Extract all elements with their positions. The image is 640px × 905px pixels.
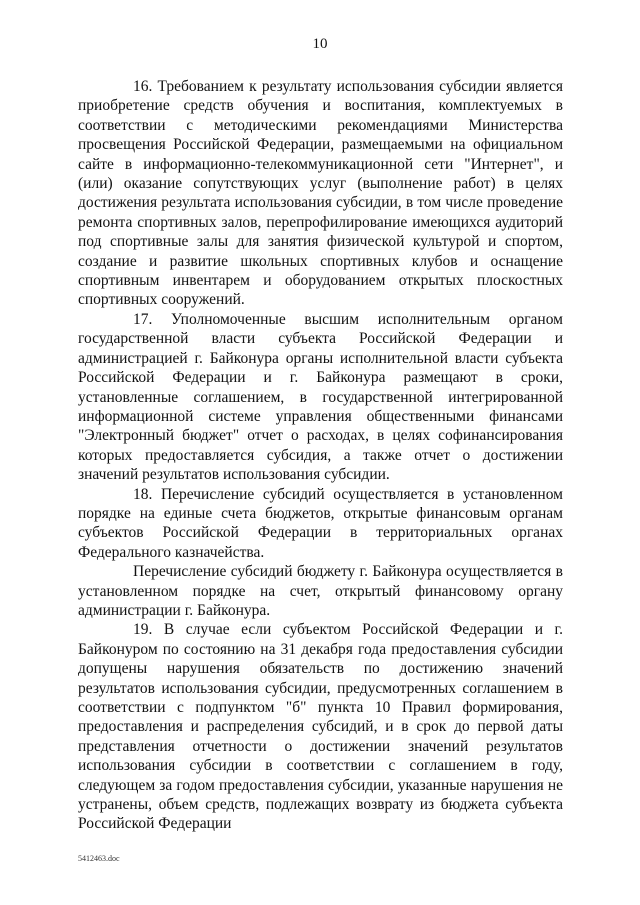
paragraph-18: 18. Перечисление субсидий осуществляется в установленном порядке на единые счета бюджетов, открытые финансовым органам субъектов Российской Федерации в территориальных органах Федерального казначейства. — [78, 485, 563, 561]
paragraph-17: 17. Уполномоченные высшим исполнительным органом государственной власти субъекта Российской Федерации и администрацией г. Байконура органы исполнительной власти субъекта Российской Федерации и г. Байконура размещают в сроки, установленные соглашением, в государственной интегрированной информационной системе управления общественными финансами "Электронный бюджет" отчет о расходах, в целях софинансирования которых предоставляется субсидия, а также отчет о достижении значений результатов использования субсидии. — [78, 310, 563, 484]
page-number: 10 — [312, 36, 328, 52]
paragraph-16: 16. Требованием к результату использования субсидии является приобретение средств обучения и воспитания, комплектуемых в соответствии с методическими рекомендациями Министерства просвещения Российской Федерации, размещаемыми на официальном сайте в информационно-телекоммуникационной сети "Интернет", и (или) оказание сопутствующих услуг (выполнение работ) в целях достижения результата использования субсидии, в том числе проведение ремонта спортивных залов, перепрофилирование имеющихся аудиторий под спортивные залы для занятия физической культурой и спортом, создание и развитие школьных спортивных клубов и оснащение спортивным инвентарем и оборудованием открытых плоскостных спортивных сооружений. — [78, 78, 563, 309]
paragraph-19: 19. В случае если субъектом Российской Федерации и г. Байконуром по состоянию на 31 декабря года предоставления субсидии допущены нарушения обязательств по достижению значений результатов использования субсидии, предусмотренных соглашением в соответствии с подпунктом "б" пункта 10 Правил формирования, предоставления и распределения субсидий, и в срок до первой даты представления отчетности о достижении значений результатов использования субсидии в соответствии с соглашением в году, следующем за годом предоставления субсидии, указанные нарушения не устранены, объем средств, подлежащих возврату из бюджета субъекта Российской Федерации — [78, 621, 563, 833]
paragraph-18-baikonur: Перечисление субсидий бюджету г. Байконура осуществляется в установленном порядке на счет, открытый финансовому органу администрации г. Байконура. — [78, 563, 563, 619]
document-body — [78, 77, 563, 834]
footer-file-name: 5412463.doc — [78, 854, 120, 863]
